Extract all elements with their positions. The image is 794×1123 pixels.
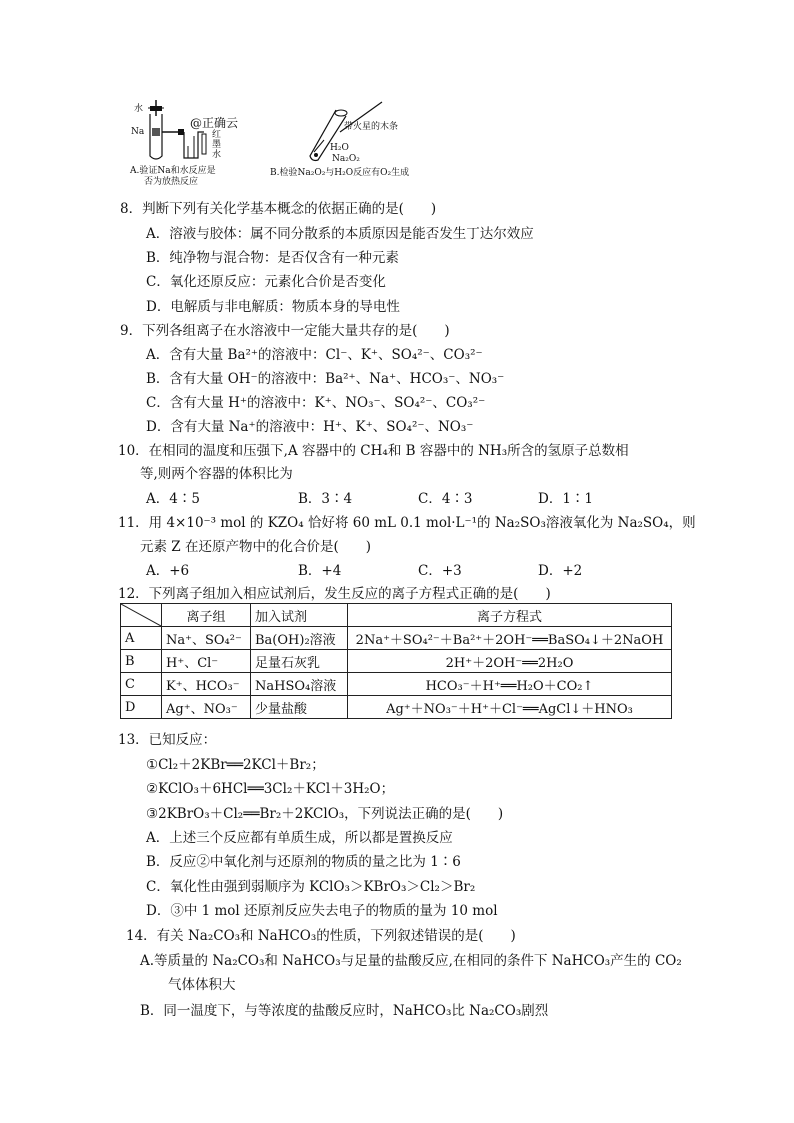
q8-option-d[interactable]: D．电解质与非电解质：物质本身的导电性 (146, 299, 400, 315)
table-header-equation: 离子方程式 (348, 604, 672, 627)
q13-reaction-2: ②KClO₃＋6HCl══3Cl₂＋KCl＋3H₂O； (146, 781, 395, 797)
caption-b: B.检验Na₂O₂与H₂O反应有O₂生成 (270, 168, 410, 178)
table-header-row (121, 604, 672, 627)
equation-cell: Ag⁺＋NO₃⁻＋H⁺＋Cl⁻══AgCl↓＋HNO₃ (348, 696, 672, 719)
q13-stem: 13．已知反应： (118, 732, 217, 748)
q10-stem-line1: 10．在相同的温度和压强下,A 容器中的 CH₄和 B 容器中的 NH₃所含的氢原子总数相 (118, 443, 629, 459)
row-label: B (121, 650, 162, 673)
reagent-cell: 少量盐酸 (251, 696, 348, 719)
table-row (121, 627, 672, 650)
label-water2: 水 (212, 150, 222, 160)
q8-option-c[interactable]: C．氧化还原反应：元素化合价是否变化 (146, 274, 386, 290)
q9-option-c[interactable]: C．含有大量 H⁺的溶液中：K⁺、NO₃⁻、SO₄²⁻、CO₃²⁻ (146, 395, 486, 411)
q11-option-c[interactable]: C．+3 (418, 563, 462, 579)
diagonal-line (121, 604, 161, 626)
q12-stem: 12．下列离子组加入相应试剂后，发生反应的离子方程式正确的是( ) (118, 586, 551, 602)
label-na: Na (131, 127, 145, 137)
table-row (121, 650, 672, 673)
q13-reaction-3: ③2KBrO₃＋Cl₂══Br₂＋2KClO₃，下列说法正确的是( ) (146, 806, 504, 822)
q9-option-a[interactable]: A．含有大量 Ba²⁺的溶液中：Cl⁻、K⁺、SO₄²⁻、CO₃²⁻ (146, 347, 483, 363)
equation-cell: 2Na⁺＋SO₄²⁻＋Ba²⁺＋2OH⁻══BaSO₄↓＋2NaOH (348, 627, 672, 650)
q10-option-c[interactable]: C．4∶3 (418, 491, 473, 507)
ion-group-cell: K⁺、HCO₃⁻ (162, 673, 251, 696)
q13-option-d[interactable]: D．③中 1 mol 还原剂反应失去电子的物质的量为 10 mol (146, 903, 498, 919)
table-header-reagent: 加入试剂 (251, 604, 348, 627)
q13-option-a[interactable]: A．上述三个反应都有单质生成，所以都是置换反应 (146, 830, 453, 846)
row-label: C (121, 673, 162, 696)
q10-stem-line2: 等,则两个容器的体积比为 (140, 466, 293, 482)
q14-stem: 14．有关 Na₂CO₃和 NaHCO₃的性质，下列叙述错误的是( ) (126, 928, 516, 944)
q11-stem-line1: 11．用 4×10⁻³ mol 的 KZO₄ 恰好将 60 mL 0.1 mol·L⁻¹的 Na₂SO₃溶液氧化为 Na₂SO₄，则 (118, 515, 696, 531)
table-row (121, 696, 672, 719)
apparatus-a-diagram (128, 96, 238, 166)
q8-stem: 8．判断下列有关化学基本概念的依据正确的是( ) (120, 201, 437, 217)
q11-option-b[interactable]: B．+4 (298, 563, 342, 579)
q9-stem: 9．下列各组离子在水溶液中一定能大量共存的是( ) (120, 323, 450, 339)
reagent-cell: NaHSO₄溶液 (251, 673, 348, 696)
label-na2o2: Na₂O₂ (332, 154, 360, 164)
q10-option-b[interactable]: B．3∶4 (298, 491, 353, 507)
q14-option-b[interactable]: B．同一温度下，与等浓度的盐酸反应时，NaHCO₃比 Na₂CO₃剧烈 (140, 1003, 549, 1019)
row-label: A (121, 627, 162, 650)
equation-cell: HCO₃⁻＋H⁺══H₂O＋CO₂↑ (348, 673, 672, 696)
label-red: 红 (212, 130, 222, 140)
table-row (121, 673, 672, 696)
q11-option-a[interactable]: A．+6 (146, 563, 190, 579)
caption-a-line2: 否为放热反应 (144, 177, 199, 187)
table-corner-cell (121, 604, 162, 627)
label-stick: 带火星的木条 (344, 122, 399, 132)
reagent-cell: Ba(OH)₂溶液 (251, 627, 348, 650)
label-water: 水 (134, 104, 144, 114)
q8-option-b[interactable]: B．纯净物与混合物：是否仅含有一种元素 (146, 250, 399, 266)
q13-reaction-1: ①Cl₂＋2KBr══2KCl＋Br₂； (146, 757, 325, 773)
row-label: D (121, 696, 162, 719)
q10-option-d[interactable]: D．1∶1 (538, 491, 594, 507)
q10-option-a[interactable]: A．4∶5 (146, 491, 200, 507)
label-h2o: H₂O (330, 143, 349, 153)
q13-option-c[interactable]: C．氧化性由强到弱顺序为 KClO₃＞KBrO₃＞Cl₂＞Br₂ (146, 879, 476, 895)
ion-group-cell: H⁺、Cl⁻ (162, 650, 251, 673)
table-header-ion-group: 离子组 (162, 604, 251, 627)
watermark-text: @正确云 (190, 116, 239, 130)
q11-stem-line2: 元素 Z 在还原产物中的化合价是( ) (140, 539, 371, 555)
q11-option-d[interactable]: D．+2 (538, 563, 583, 579)
ion-group-cell: Ag⁺、NO₃⁻ (162, 696, 251, 719)
q9-option-b[interactable]: B．含有大量 OH⁻的溶液中：Ba²⁺、Na⁺、HCO₃⁻、NO₃⁻ (146, 371, 505, 387)
caption-a-line1: A.验证Na和水反应是 (130, 166, 216, 176)
ion-group-cell: Na⁺、SO₄²⁻ (162, 627, 251, 650)
q14-option-a-line2: 气体体积大 (168, 977, 236, 993)
equation-cell: 2H⁺＋2OH⁻══2H₂O (348, 650, 672, 673)
label-ink: 墨 (212, 140, 222, 150)
q9-option-d[interactable]: D．含有大量 Na⁺的溶液中：H⁺、K⁺、SO₄²⁻、NO₃⁻ (146, 419, 474, 435)
q8-option-a[interactable]: A．溶液与胶体：属不同分散系的本质原因是能否发生丁达尔效应 (146, 226, 534, 242)
q13-option-b[interactable]: B．反应②中氧化剂与还原剂的物质的量之比为 1∶6 (146, 854, 461, 870)
q14-option-a-line1[interactable]: A.等质量的 Na₂CO₃和 NaHCO₃与足量的盐酸反应,在相同的条件下 NaHCO₃产生的 CO₂ (140, 953, 682, 969)
reagent-cell: 足量石灰乳 (251, 650, 348, 673)
ion-equation-table (120, 603, 672, 719)
